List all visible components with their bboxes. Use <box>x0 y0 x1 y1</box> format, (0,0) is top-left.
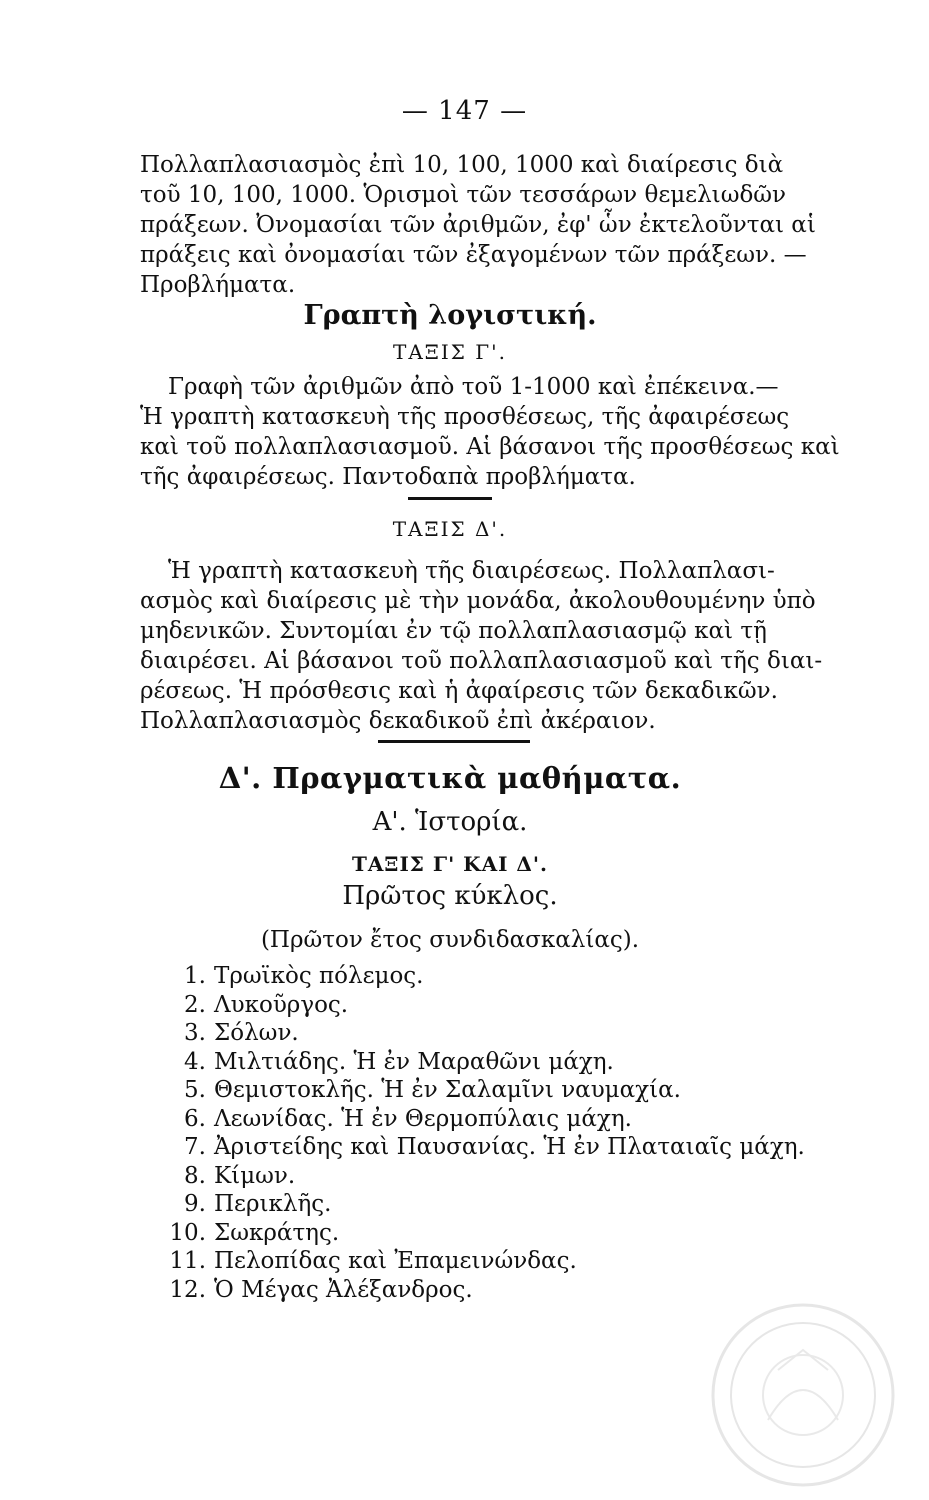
text-line: Ἡ γραπτὴ κατασκευὴ τῆς προσθέσεως, τῆς ἀφαιρέσεως <box>140 404 790 430</box>
item-text: Περικλῆς. <box>214 1191 332 1217</box>
item-text: Μιλτιάδης. Ἡ ἐν Μαραθῶνι μάχη. <box>214 1048 614 1075</box>
item-text: Τρωϊκὸς πόλεμος. <box>214 963 424 989</box>
paragraph-multiplication <box>140 150 816 300</box>
item-text: Ὁ Μέγας Ἀλέξανδρος. <box>214 1276 473 1303</box>
item-number: 3. <box>184 1020 206 1046</box>
text-line: πράξεις καὶ ὀνομασίαι τῶν ἐξαγομένων τῶν πράξεων. — <box>140 242 807 268</box>
list-item <box>160 1219 800 1248</box>
item-number: 2. <box>184 991 206 1018</box>
text-line: τῆς ἀφαιρέσεως. Παντοδαπὰ προβλήματα. <box>140 464 636 490</box>
paragraph-class-g <box>140 372 840 492</box>
text-line: Πολλαπλασιασμὸς δεκαδικοῦ ἐπὶ ἀκέραιον. <box>140 708 656 734</box>
text-line: διαιρέσει. Αἱ βάσανοι τοῦ πολλαπλασιασμοῦ καὶ τῆς διαι- <box>140 648 823 674</box>
list-item <box>160 962 800 991</box>
item-text: Θεμιστοκλῆς. Ἡ ἐν Σαλαμῖνι ναυμαχία. <box>214 1077 681 1103</box>
section-divider <box>378 740 530 743</box>
item-number: 4. <box>184 1048 206 1075</box>
text-line: Γραφὴ τῶν ἀριθμῶν ἀπὸ τοῦ 1-1000 καὶ ἐπέκεινα.— <box>168 374 779 400</box>
text-line: ρέσεως. Ἡ πρόσθεσις καὶ ἡ ἀφαίρεσις τῶν δεκαδικῶν. <box>140 678 778 704</box>
item-number: 10. <box>169 1219 206 1246</box>
item-number: 12. <box>169 1276 206 1303</box>
class-label-g-and-d: ΤΑΞΙΣ Γ' ΚΑΙ Δ'. <box>351 852 549 876</box>
year-note: (Πρῶτον ἔτος συνδιδασκαλίας). <box>260 927 640 953</box>
class-label-d: ΤΑΞΙΣ Δ'. <box>392 517 508 541</box>
item-text: Λυκοῦργος. <box>214 991 349 1018</box>
list-item <box>160 1247 800 1276</box>
section-divider <box>408 497 492 500</box>
text-line: Ἡ γραπτὴ κατασκευὴ τῆς διαιρέσεως. Πολλαπλασι- <box>168 558 775 584</box>
list-item <box>160 1190 800 1219</box>
list-item <box>160 1162 800 1191</box>
university-seal-icon <box>708 1300 898 1490</box>
history-topic-list <box>160 962 805 1304</box>
text-line: Προβλήματα. <box>140 272 296 298</box>
text-line: Πολλαπλασιασμὸς ἐπὶ 10, 100, 1000 καὶ διαίρεσις διὰ <box>140 152 784 178</box>
list-item <box>160 1276 800 1305</box>
page-number: — 147 — <box>401 96 528 126</box>
paragraph-class-d <box>140 556 823 736</box>
text-line: ασμὸς καὶ διαίρεσις μὲ τὴν μονάδα, ἀκολουθουμένην ὑπὸ <box>140 588 816 614</box>
section-heading-real-subjects: Δ'. Πραγματικὰ μαθήματα. <box>218 761 682 795</box>
cycle-heading: Πρῶτος κύκλος. <box>342 881 558 911</box>
list-item <box>160 1105 800 1134</box>
item-text: Ἀριστείδης καὶ Παυσανίας. Ἡ ἐν Πλαταιαῖς μάχη. <box>214 1134 805 1160</box>
item-number: 7. <box>184 1134 206 1160</box>
item-number: 6. <box>184 1105 206 1132</box>
item-text: Σόλων. <box>214 1020 299 1046</box>
text-line: μηδενικῶν. Συντομίαι ἐν τῷ πολλαπλασιασμῷ καὶ τῇ <box>140 618 767 644</box>
list-item <box>160 1076 800 1105</box>
item-text: Πελοπίδας καὶ Ἐπαμεινώνδας. <box>214 1248 577 1274</box>
list-item <box>160 991 800 1020</box>
list-item <box>160 1133 805 1162</box>
text-line: καὶ τοῦ πολλαπλασιασμοῦ. Αἱ βάσανοι τῆς προσθέσεως καὶ <box>140 434 840 460</box>
text-line: τοῦ 10, 100, 1000. Ὁρισμοὶ τῶν τεσσάρων θεμελιωδῶν <box>140 182 787 208</box>
class-label-g: ΤΑΞΙΣ Γ'. <box>393 340 507 364</box>
list-item <box>160 1048 800 1077</box>
item-number: 1. <box>184 963 206 989</box>
section-heading-written-arithmetic: Γραπτὴ λογιστική. <box>303 300 597 331</box>
item-number: 11. <box>169 1248 206 1274</box>
item-number: 8. <box>184 1162 206 1189</box>
text-line: πράξεων. Ὀνομασίαι τῶν ἀριθμῶν, ἐφ' ὧν ἐκτελοῦνται αἱ <box>140 212 816 238</box>
list-item <box>160 1019 800 1048</box>
item-number: 9. <box>184 1191 206 1217</box>
item-text: Σωκράτης. <box>214 1219 340 1246</box>
item-text: Λεωνίδας. Ἡ ἐν Θερμοπύλαις μάχη. <box>214 1105 632 1132</box>
subheading-history: Α'. Ἱστορία. <box>372 807 528 837</box>
item-text: Κίμων. <box>214 1162 296 1189</box>
item-number: 5. <box>184 1077 206 1103</box>
